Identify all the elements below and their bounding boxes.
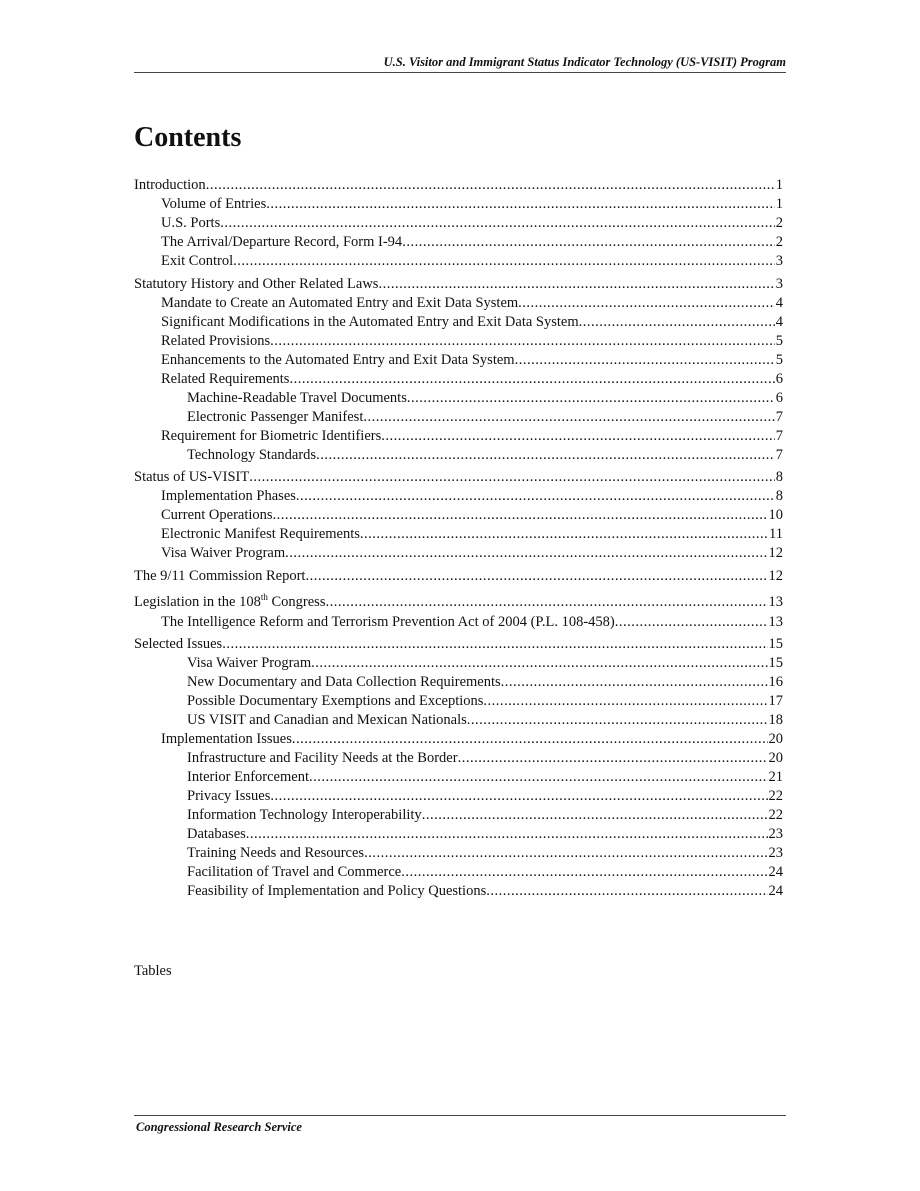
toc-entry-label: Significant Modifications in the Automated Entry and Exit Data System (161, 313, 579, 330)
footer-rule (134, 1115, 786, 1116)
toc-entry-label: Electronic Manifest Requirements (161, 526, 360, 542)
toc-dot-leader (407, 389, 775, 408)
toc-dot-leader (220, 214, 775, 233)
header-rule (134, 72, 786, 73)
toc-entry-label: Technology Standards (187, 446, 317, 463)
toc-dot-leader (458, 749, 768, 768)
toc-entry[interactable] (134, 749, 783, 768)
toc-dot-leader (579, 313, 775, 332)
toc-entry-label: US VISIT and Canadian and Mexican Nationals (187, 712, 467, 728)
toc-page-number: 13 (768, 593, 783, 610)
toc-entry[interactable] (134, 195, 783, 214)
toc-page-number: 12 (768, 567, 783, 584)
toc-entry-label: U.S. Ports (161, 215, 221, 231)
toc-entry[interactable] (134, 275, 783, 294)
toc-entry-label: Privacy Issues (187, 788, 271, 804)
toc-dot-leader (401, 863, 767, 882)
toc-dot-leader (422, 806, 768, 825)
toc-entry[interactable] (134, 730, 783, 749)
toc-entry-label: Related Provisions (161, 332, 271, 349)
toc-page-number: 18 (768, 712, 783, 728)
running-header: U.S. Visitor and Immigrant Status Indicator Technology (US-VISIT) Program (383, 55, 786, 69)
toc-page-number: 22 (768, 788, 783, 804)
toc-entry[interactable] (134, 544, 783, 563)
toc-entry[interactable] (134, 468, 783, 487)
toc-page-number: 1 (775, 177, 783, 193)
toc-entry-label: Selected Issues (134, 636, 223, 652)
toc-page-number: 24 (768, 883, 783, 899)
toc-entry[interactable] (134, 768, 783, 787)
toc-dot-leader (249, 468, 775, 487)
toc-entry-label: Introduction (134, 177, 206, 193)
toc-entry[interactable] (134, 427, 783, 446)
toc-dot-leader (309, 768, 768, 787)
toc-entry[interactable] (134, 635, 783, 654)
toc-entry[interactable] (134, 233, 783, 252)
toc-entry-label: Mandate to Create an Automated Entry and Exit Data System (161, 294, 519, 311)
toc-entry-label: Facilitation of Travel and Commerce (187, 864, 402, 880)
toc-entry-label: Possible Documentary Exemptions and Exceptions (187, 693, 484, 709)
page-title: Contents (134, 122, 242, 153)
toc-entry[interactable] (134, 673, 783, 692)
toc-page-number: 7 (775, 427, 783, 444)
toc-entry-label: Implementation Phases (161, 488, 296, 504)
toc-dot-leader (467, 711, 768, 730)
toc-page-number: 2 (775, 234, 783, 250)
toc-entry[interactable] (134, 525, 783, 544)
toc-entry[interactable] (134, 506, 783, 525)
toc-entry[interactable] (134, 294, 783, 313)
toc-page-number: 23 (768, 845, 783, 861)
toc-dot-leader (273, 506, 768, 525)
toc-entry[interactable] (134, 252, 783, 271)
toc-page-number: 22 (768, 807, 783, 823)
toc-dot-leader (518, 294, 775, 313)
toc-entry-label: Interior Enforcement (187, 769, 309, 785)
toc-entry-label: The Arrival/Departure Record, Form I-94 (161, 234, 403, 250)
toc-entry[interactable] (134, 408, 783, 427)
toc-dot-leader (305, 567, 767, 586)
toc-entry-label: Visa Waiver Program (187, 655, 312, 671)
toc-page-number: 12 (768, 545, 783, 561)
toc-page-number: 8 (775, 469, 783, 485)
toc-entry[interactable] (134, 882, 783, 901)
toc-dot-leader (364, 844, 767, 863)
toc-entry-label: Electronic Passenger Manifest (187, 408, 364, 425)
toc-entry-label: Legislation in the 108th Congress (134, 591, 326, 610)
toc-entry[interactable] (134, 389, 783, 408)
toc-entry-label: Training Needs and Resources (187, 845, 365, 861)
toc-dot-leader (285, 544, 767, 563)
toc-page-number: 15 (768, 636, 783, 652)
toc-page-number: 1 (775, 196, 783, 212)
toc-dot-leader (325, 592, 767, 613)
toc-page-number: 10 (768, 507, 783, 523)
toc-dot-leader (486, 882, 767, 901)
toc-entry-label: Current Operations (161, 507, 273, 523)
toc-entry-label: Visa Waiver Program (161, 545, 286, 561)
toc-entry[interactable] (134, 567, 783, 586)
toc-dot-leader (270, 332, 775, 351)
toc-entry[interactable] (134, 313, 783, 332)
toc-entry[interactable] (134, 692, 783, 711)
toc-dot-leader (266, 195, 775, 214)
toc-dot-leader (222, 635, 767, 654)
toc-entry-label: Volume of Entries (161, 196, 267, 212)
toc-page-number: 5 (775, 332, 783, 349)
toc-entry[interactable] (134, 214, 783, 233)
toc-dot-leader (311, 654, 767, 673)
toc-dot-leader (360, 525, 768, 544)
toc-page-number: 20 (768, 750, 783, 766)
toc-page-number: 15 (768, 655, 783, 671)
toc-entry[interactable] (134, 332, 783, 351)
toc-entry[interactable] (134, 446, 783, 465)
running-footer: Congressional Research Service (136, 1120, 302, 1134)
toc-dot-leader (615, 613, 768, 632)
toc-entry[interactable] (134, 863, 783, 882)
toc-page-number: 4 (775, 294, 783, 311)
toc-entry-label: Status of US-VISIT (134, 469, 250, 485)
tables-heading: Tables (134, 963, 172, 979)
toc-entry-label: Databases (187, 826, 246, 842)
toc-page-number: 20 (768, 731, 783, 747)
toc-page-number: 7 (775, 446, 783, 463)
toc-page-number: 5 (775, 351, 783, 368)
toc-dot-leader (292, 730, 768, 749)
toc-entry[interactable] (134, 806, 783, 825)
toc-page-number: 24 (768, 864, 783, 880)
toc-entry-label: Enhancements to the Automated Entry and Exit Data System (161, 351, 515, 368)
toc-page-number: 6 (775, 389, 783, 406)
toc-entry-label: The Intelligence Reform and Terrorism Prevention Act of 2004 (P.L. 108-458) (161, 613, 615, 630)
toc-page-number: 2 (775, 215, 783, 231)
toc-dot-leader (515, 351, 775, 370)
toc-entry[interactable] (134, 592, 783, 613)
toc-dot-leader (363, 408, 774, 427)
toc-entry[interactable] (134, 787, 783, 806)
toc-dot-leader (402, 233, 775, 252)
toc-entry[interactable] (134, 487, 783, 506)
table-of-contents (134, 176, 783, 901)
toc-entry[interactable] (134, 176, 783, 195)
toc-entry[interactable] (134, 351, 783, 370)
toc-entry-label: Machine-Readable Travel Documents (187, 389, 407, 406)
toc-entry-label: Exit Control (161, 253, 234, 269)
toc-page-number: 4 (775, 313, 783, 330)
toc-dot-leader (206, 176, 775, 195)
toc-entry-label: Statutory History and Other Related Laws (134, 275, 379, 292)
toc-page-number: 21 (768, 769, 783, 785)
toc-page-number: 3 (775, 275, 783, 292)
toc-entry-label: Infrastructure and Facility Needs at the Border (187, 750, 458, 766)
toc-dot-leader (296, 487, 775, 506)
toc-dot-leader (270, 787, 767, 806)
toc-entry[interactable] (134, 654, 783, 673)
toc-entry-label: Feasibility of Implementation and Policy Questions (187, 883, 487, 899)
toc-dot-leader (501, 673, 768, 692)
toc-entry-label: Information Technology Interoperability (187, 807, 422, 823)
toc-dot-leader (316, 446, 775, 465)
toc-entry[interactable] (134, 613, 783, 632)
toc-entry-label: New Documentary and Data Collection Requirements (187, 674, 501, 690)
toc-dot-leader (233, 252, 775, 271)
toc-entry[interactable] (134, 825, 783, 844)
toc-page-number: 23 (768, 826, 783, 842)
toc-page-number: 6 (775, 370, 783, 387)
toc-entry-label: The 9/11 Commission Report (134, 567, 306, 584)
toc-dot-leader (378, 275, 774, 294)
toc-dot-leader (483, 692, 767, 711)
toc-entry[interactable] (134, 711, 783, 730)
toc-dot-leader (289, 370, 774, 389)
toc-page-number: 11 (769, 526, 783, 542)
toc-entry-label: Requirement for Biometric Identifiers (161, 427, 382, 444)
toc-page-number: 3 (775, 253, 783, 269)
toc-dot-leader (381, 427, 775, 446)
toc-page-number: 16 (768, 674, 783, 690)
toc-page-number: 13 (768, 613, 783, 630)
toc-entry[interactable] (134, 844, 783, 863)
toc-page-number: 17 (768, 693, 783, 709)
toc-page-number: 8 (775, 488, 783, 504)
toc-entry-label: Related Requirements (161, 370, 290, 387)
toc-entry-label: Implementation Issues (161, 731, 292, 747)
toc-dot-leader (246, 825, 768, 844)
toc-entry[interactable] (134, 370, 783, 389)
toc-page-number: 7 (775, 408, 783, 425)
